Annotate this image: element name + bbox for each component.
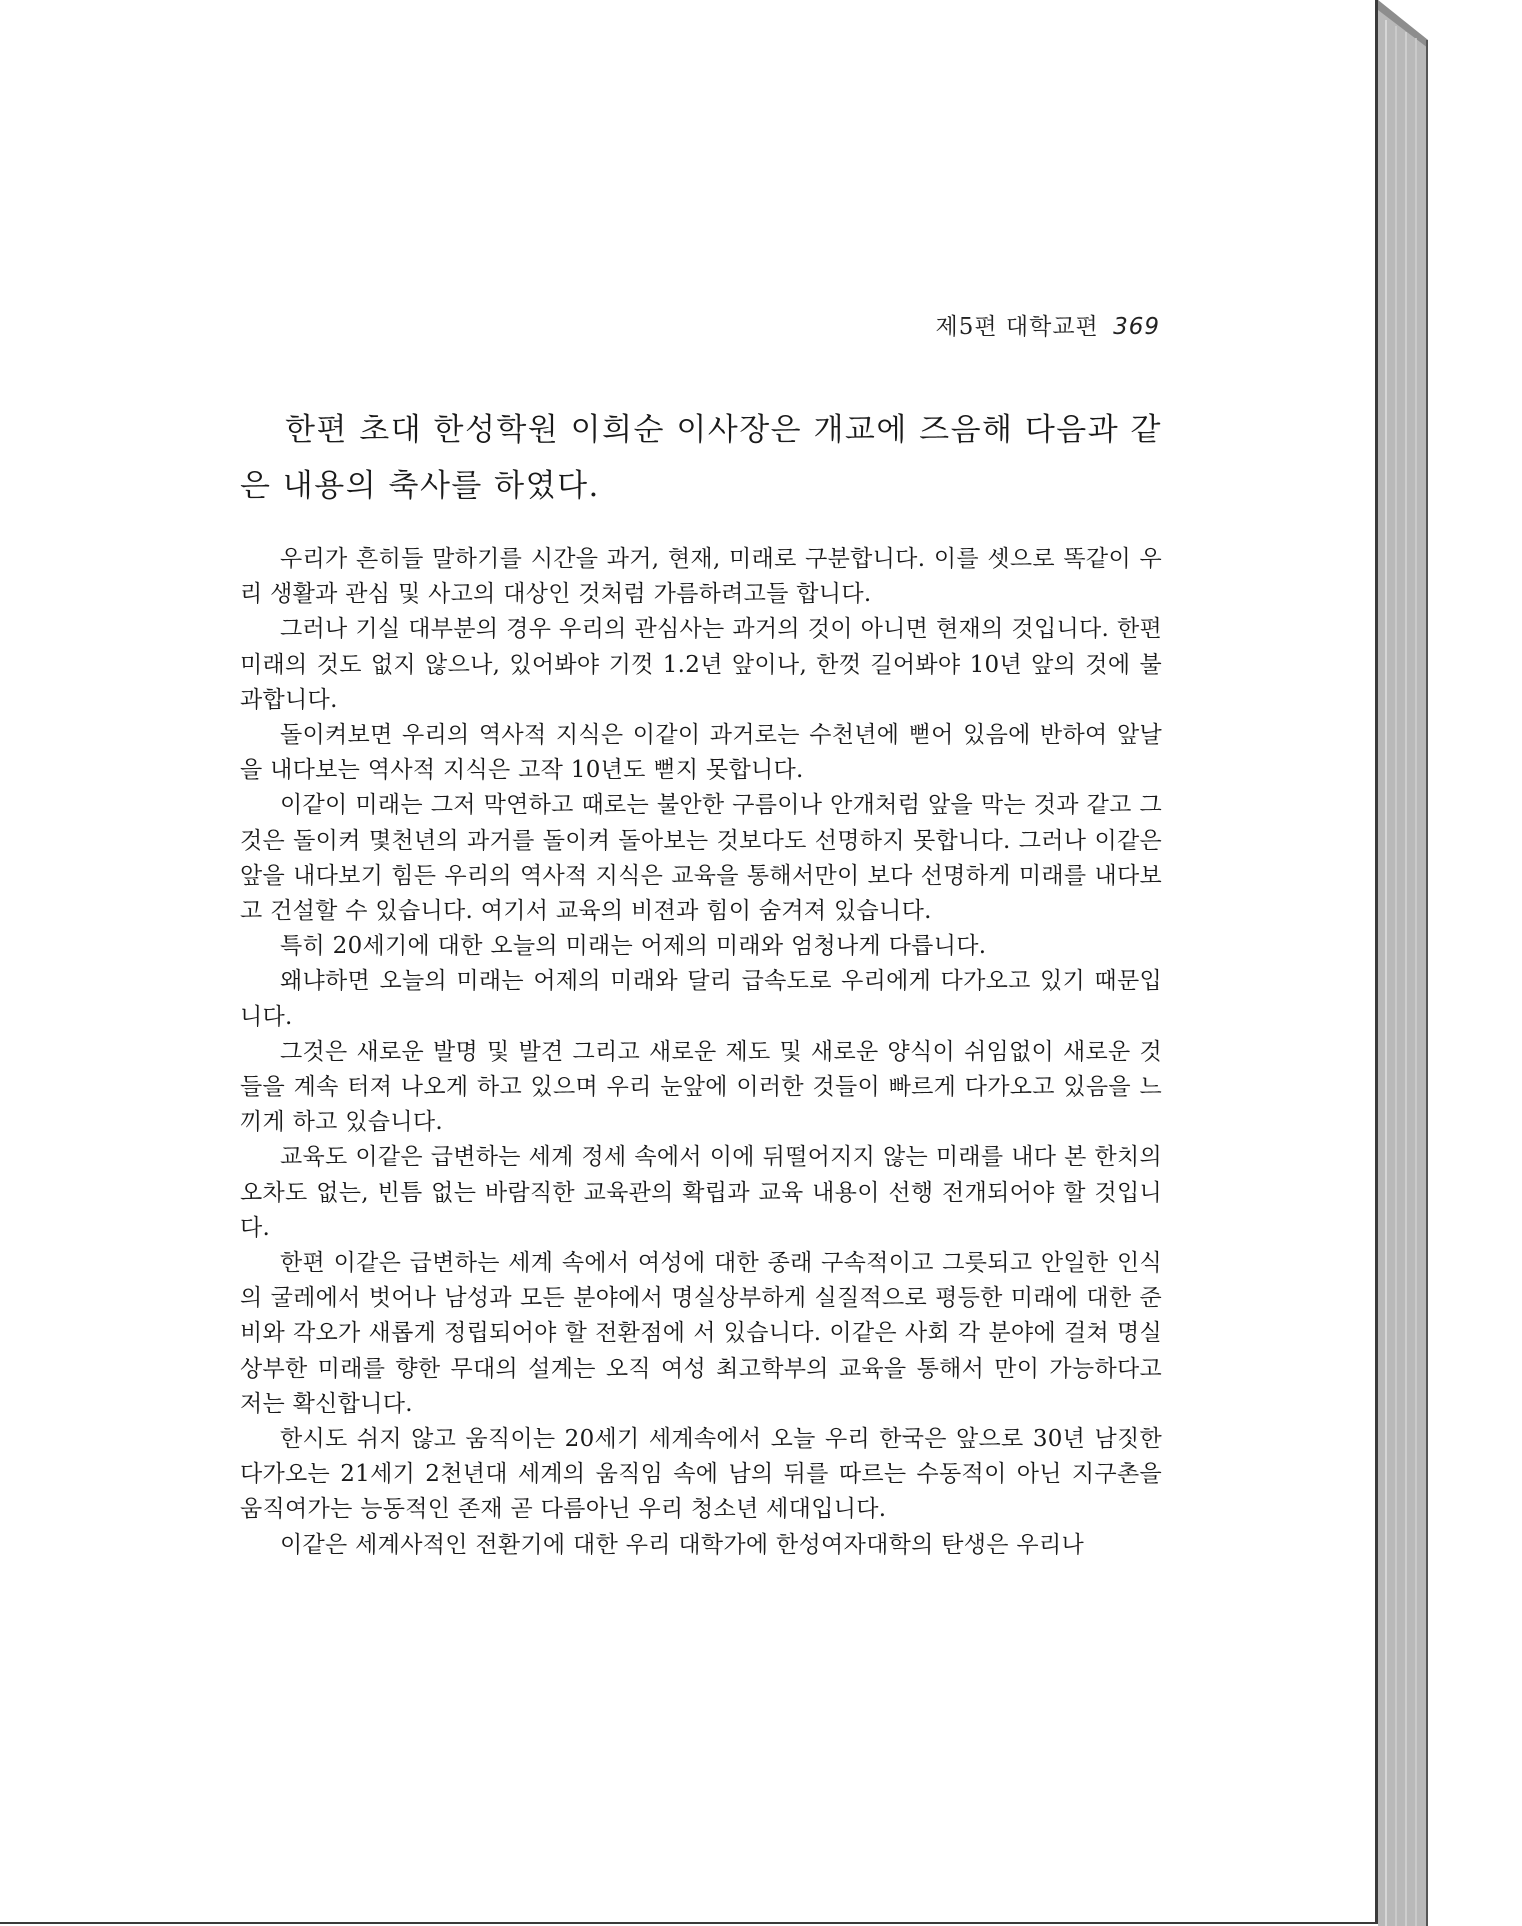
speech-paragraph: 이같이 미래는 그저 막연하고 때로는 불안한 구름이나 안개처럼 앞을 막는 것과 같고 그것은 돌이켜 몇천년의 과거를 돌이켜 돌아보는 것보다도 선명하지 못합니다. 그러나 이같은 앞을 내다보기 힘든 우리의 역사적 지식은 교육을 통해서만이 보다 선명하게 미래를 내다보고 건설할 수 있습니다. 여기서 교육의 비젼과 힘이 숨겨져 있습니다.: [240, 792, 1162, 925]
speech-paragraph: 돌이켜보면 우리의 역사적 지식은 이같이 과거로는 수천년에 뻗어 있음에 반하여 앞날을 내다보는 역사적 지식은 고작 10년도 뻗지 못합니다.: [240, 722, 1162, 784]
speech-paragraph: 우리가 흔히들 말하기를 시간을 과거, 현재, 미래로 구분합니다. 이를 셋으로 똑같이 우리 생활과 관심 및 사고의 대상인 것처럼 가름하려고들 합니다.: [240, 546, 1162, 608]
page-stack-edge: [1378, 0, 1428, 1926]
intro-paragraph: 한편 초대 한성학원 이희순 이사장은 개교에 즈음해 다음과 같은 내용의 축사를 하였다.: [240, 412, 1162, 504]
running-head: [936, 308, 1160, 341]
speech-paragraph: 그것은 새로운 발명 및 발견 그리고 새로운 제도 및 새로운 양식이 쉬임없이 새로운 것들을 계속 터져 나오게 하고 있으며 우리 눈앞에 이러한 것들이 빠르게 다가오고 있음을 느끼게 하고 있습니다.: [240, 1038, 1162, 1136]
speech-paragraph: 한시도 쉬지 않고 움직이는 20세기 세계속에서 오늘 우리 한국은 앞으로 30년 남짓한 다가오는 21세기 2천년대 세계의 움직임 속에 남의 뒤를 따르는 수동적이 아닌 지구촌을 움직여가는 능동적인 존재 곧 다름아닌 우리 청소년 세대입니다.: [240, 1426, 1162, 1523]
speech-paragraph: 이같은 세계사적인 전환기에 대한 우리 대학가에 한성여자대학의 탄생은 우리나: [280, 1531, 1084, 1558]
speech-paragraph: 왜냐하면 오늘의 미래는 어제의 미래와 달리 급속도로 우리에게 다가오고 있기 때문입니다.: [240, 968, 1162, 1030]
speech-paragraph: 교육도 이같은 급변하는 세계 정세 속에서 이에 뒤떨어지지 않는 미래를 내다 본 한치의 오차도 없는, 빈틈 없는 바람직한 교육관의 확립과 교육 내용이 선행 전개되어야 할 것입니다.: [240, 1144, 1162, 1241]
speech-paragraph: 한편 이같은 급변하는 세계 속에서 여성에 대한 종래 구속적이고 그릇되고 안일한 인식의 굴레에서 벗어나 남성과 모든 분야에서 명실상부하게 실질적으로 평등한 미래에 대한 준비와 각오가 새롭게 정립되어야 할 전환점에 서 있습니다. 이같은 사회 각 분야에 걸쳐 명실상부한 미래를 향한 무대의 설계는 오직 여성 최고학부의 교육을 통해서 만이 가능하다고 저는 확신합니다.: [240, 1250, 1162, 1417]
speech-body: [240, 542, 1162, 1563]
speech-paragraph: 그러나 기실 대부분의 경우 우리의 관심사는 과거의 것이 아니면 현재의 것입니다. 한편 미래의 것도 없지 않으나, 있어봐야 기껏 1.2년 앞이나, 한껏 길어봐야 10년 앞의 것에 불과합니다.: [240, 616, 1162, 713]
section-title: 제5편 대학교편: [935, 314, 1099, 340]
speech-paragraph: 특히 20세기에 대한 오늘의 미래는 어제의 미래와 엄청나게 다릅니다.: [280, 933, 987, 960]
page-number: 369: [1113, 314, 1160, 340]
